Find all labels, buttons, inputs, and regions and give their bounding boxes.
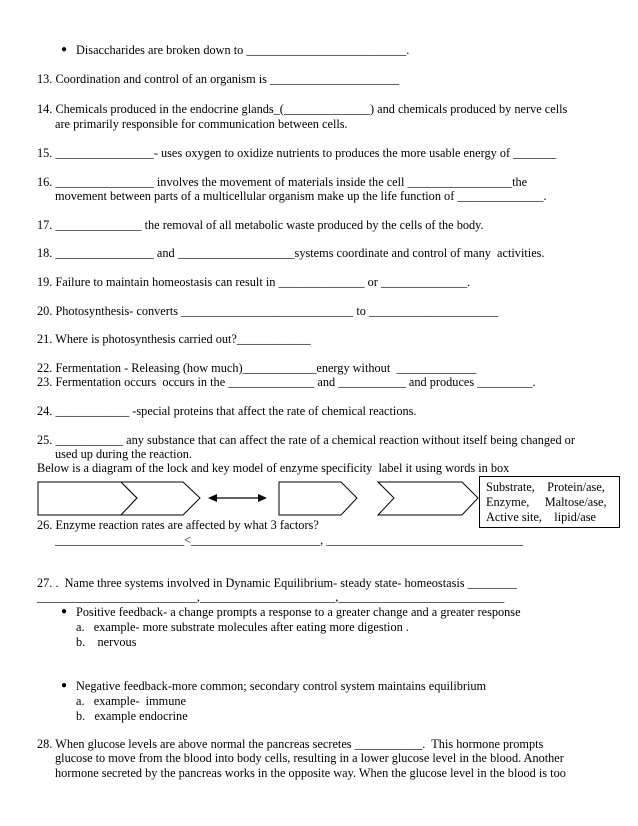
question-26: 26. Enzyme reaction rates are affected by what 3 factors?	[37, 518, 319, 532]
negative-feedback-item: b. example endocrine	[76, 709, 188, 723]
substrate-chevron-right	[378, 482, 478, 515]
diagram-instructions: Below is a diagram of the lock and key model of enzyme specificity label it using words in box	[37, 461, 510, 475]
question-17: 17. ______________ the removal of all metabolic waste produced by the cells of the body.	[37, 218, 484, 232]
arrow-head-left	[208, 494, 217, 502]
enzyme-shape-right	[279, 482, 357, 515]
question-27-blanks: __________________________,______________________,___________________________	[37, 590, 505, 604]
negative-feedback-title: Negative feedback-more common; secondary control system maintains equilibrium	[76, 679, 487, 693]
word-bank-line-3: Active site, lipid/ase	[486, 510, 596, 524]
question-26-blanks: _____________________<_____________________, ________________________________	[55, 533, 524, 547]
question-28-line-3: hormone secreted by the pancreas works in the opposite way. When the glucose level in the blood is too	[55, 766, 566, 780]
positive-feedback-title: Positive feedback- a change prompts a response to a greater change and a greater response	[76, 605, 521, 619]
positive-feedback-item: a. example- more substrate molecules after eating more digestion .	[76, 620, 409, 634]
bullet-icon: ●	[61, 606, 68, 617]
question-28-line-2: glucose to move from the blood into body cells, resulting in a lower glucose level in the blood. Another	[55, 751, 564, 765]
enzyme-shape-left	[38, 482, 137, 515]
question-13: 13. Coordination and control of an organism is _____________________	[37, 72, 400, 86]
question-25-line-2: used up during the reaction.	[55, 447, 192, 461]
question-16-line-1: 16. ________________ involves the movement of materials inside the cell _________________the	[37, 175, 528, 189]
question-14-line-1: 14. Chemicals produced in the endocrine glands_(______________) and chemicals produced by nerve cells	[37, 102, 568, 116]
question-16-line-2: movement between parts of a multicellular organism make up the life function of ______________.	[55, 189, 547, 203]
question-24: 24. ____________ -special proteins that affect the rate of chemical reactions.	[37, 404, 417, 418]
word-bank-box	[479, 476, 620, 528]
question-28-line-1: 28. When glucose levels are above normal the pancreas secretes ___________. This hormone prompts	[37, 737, 544, 751]
question-18: 18. ________________ and ___________________systems coordinate and control of many activities.	[37, 246, 545, 260]
positive-feedback-item: b. nervous	[76, 635, 137, 649]
arrow-head-right	[258, 494, 267, 502]
bullet-icon: ●	[61, 680, 68, 691]
question-20: 20. Photosynthesis- converts ____________________________ to _____________________	[37, 304, 499, 318]
negative-feedback-item: a. example- immune	[76, 694, 186, 708]
question-22: 22. Fermentation - Releasing (how much)____________energy without _____________	[37, 361, 477, 375]
disaccharides-line: Disaccharides are broken down to __________________________.	[76, 43, 410, 57]
question-21: 21. Where is photosynthesis carried out?____________	[37, 332, 311, 346]
question-19: 19. Failure to maintain homeostasis can result in ______________ or ______________.	[37, 275, 471, 289]
question-23: 23. Fermentation occurs occurs in the ______________ and ___________ and produces _________.	[37, 375, 536, 389]
question-25-line-1: 25. ___________ any substance that can affect the rate of a chemical reaction without itself being changed or	[37, 433, 575, 447]
question-27: 27. . Name three systems involved in Dynamic Equilibrium- steady state- homeostasis ________	[37, 576, 517, 590]
bullet-icon: ●	[61, 44, 68, 55]
word-bank-line-1: Substrate, Protein/ase,	[486, 480, 605, 494]
question-15: 15. ________________- uses oxygen to oxidize nutrients to produces the more usable energy of _______	[37, 146, 557, 160]
word-bank-line-2: Enzyme, Maltose/ase,	[486, 495, 607, 509]
question-14-line-2: are primarily responsible for communication between cells.	[55, 117, 348, 131]
